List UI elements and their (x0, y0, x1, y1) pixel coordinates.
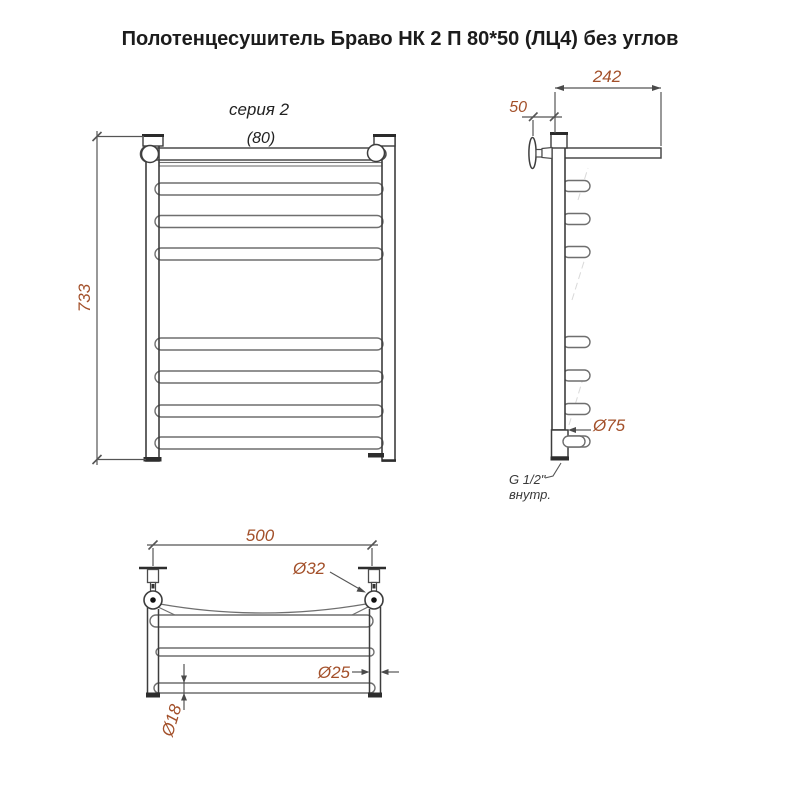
post-center-dot (150, 597, 156, 603)
rung-stub (563, 247, 590, 258)
rung (155, 338, 383, 350)
mount-cone (542, 148, 552, 159)
thread-spec-label-line1: G 1/2" (509, 472, 546, 487)
front-rungs (155, 183, 383, 449)
arrowhead (357, 587, 367, 593)
mount-circle (142, 146, 159, 163)
rung-stub (563, 370, 590, 381)
depth-242-dim-label: 242 (592, 67, 622, 86)
top-crossbar (143, 148, 386, 160)
width-80-label: (80) (246, 130, 276, 147)
top-view (139, 526, 399, 739)
bar-row (150, 615, 373, 627)
pin-detail (373, 584, 376, 589)
escutcheon (369, 570, 380, 583)
cup-bottom-cap (551, 457, 570, 461)
rail-end-cap (368, 693, 382, 698)
thread-spec-label-line2: внутр. (509, 487, 551, 502)
thread-leader-line (545, 463, 561, 478)
side-bracket (551, 134, 567, 148)
rung-stub-bottom (563, 436, 585, 447)
shelf-curve (160, 604, 366, 613)
arrowhead (652, 85, 661, 91)
back-bar (159, 163, 382, 167)
rail-foot (368, 453, 384, 458)
bar-row (156, 648, 374, 656)
rung (155, 248, 383, 260)
arrowhead (181, 676, 187, 684)
bar-diameter-18-label: Ø18 (157, 702, 186, 739)
side-rung-stubs (563, 181, 590, 448)
height-733-dim-label: 733 (75, 283, 94, 313)
arrowhead (362, 669, 370, 675)
escutcheon (148, 570, 159, 583)
rung (155, 371, 383, 383)
rung-stub (563, 337, 590, 348)
rail-diameter-25-label: Ø25 (317, 663, 350, 682)
leader-line (330, 572, 363, 591)
mount-pin (536, 150, 542, 158)
arrowhead (555, 85, 564, 91)
dim-242 (555, 88, 661, 146)
right-rail (382, 136, 395, 461)
rung-stub (563, 404, 590, 415)
series-label: серия 2 (228, 100, 290, 119)
rung (155, 437, 383, 449)
top-view-mounts (139, 568, 386, 609)
side-view (509, 67, 661, 502)
wall-disc (529, 138, 536, 169)
cup-diameter-75-label: Ø75 (593, 416, 626, 435)
front-view (75, 100, 396, 465)
rung-stub (563, 181, 590, 192)
reflection-lines (569, 168, 588, 425)
offset-50-dim-label: 50 (509, 99, 527, 116)
arrowhead (181, 693, 187, 701)
pin-detail (152, 584, 155, 589)
rung (155, 405, 383, 417)
reflection-line (572, 252, 587, 300)
rail-bottom-caps (144, 453, 397, 462)
rail-foot (144, 457, 162, 462)
dim-733 (93, 131, 147, 465)
side-rail (552, 134, 565, 430)
rail-end-cap (146, 693, 160, 698)
post-center-dot (371, 597, 377, 603)
post-diameter-32-label: Ø32 (293, 559, 326, 578)
rung (155, 216, 383, 228)
rail-cap (143, 136, 163, 146)
rung-stub (563, 214, 590, 225)
bar-row (154, 683, 375, 693)
mount-circle (368, 145, 385, 162)
arrowhead (381, 669, 389, 675)
drawing-title: Полотенцесушитель Браво НК 2 П 80*50 (ЛЦ4) без углов (121, 28, 679, 50)
arrowhead (568, 427, 576, 433)
rung (155, 183, 383, 195)
shelf-bar-side (561, 148, 661, 158)
width-500-dim-label: 500 (245, 526, 275, 545)
